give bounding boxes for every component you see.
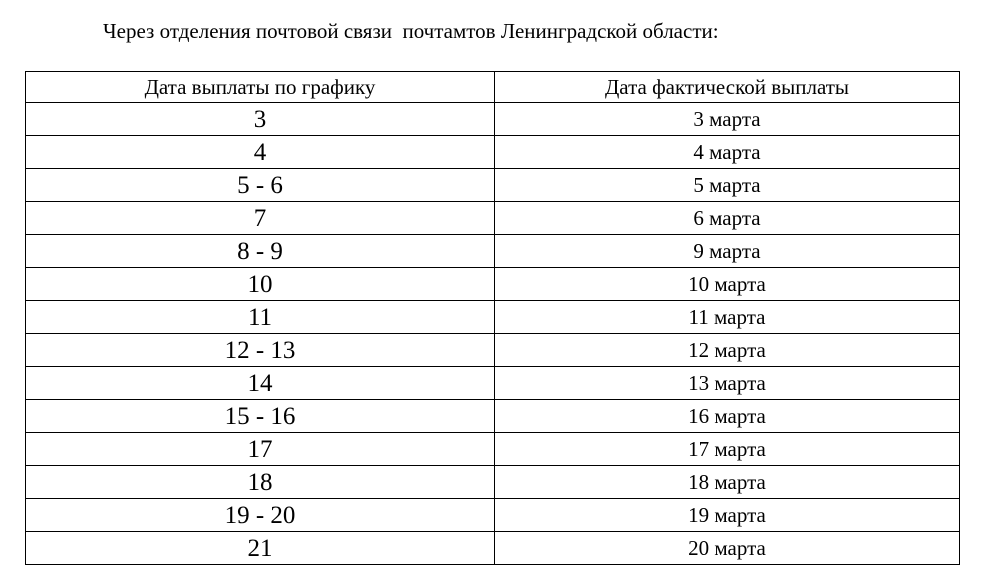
table-row <box>26 268 960 301</box>
scheduled-date-cell: 14 <box>26 367 495 400</box>
actual-date-cell: 16 марта <box>495 400 960 433</box>
table-row <box>26 202 960 235</box>
actual-date-cell: 5 марта <box>495 169 960 202</box>
actual-date-cell: 3 марта <box>495 103 960 136</box>
table-row <box>26 400 960 433</box>
scheduled-date-cell: 11 <box>26 301 495 334</box>
scheduled-date-cell: 12 - 13 <box>26 334 495 367</box>
actual-date-cell: 13 марта <box>495 367 960 400</box>
payment-schedule-table <box>25 71 960 565</box>
scheduled-date-cell: 19 - 20 <box>26 499 495 532</box>
actual-date-cell: 11 марта <box>495 301 960 334</box>
scheduled-date-cell: 5 - 6 <box>26 169 495 202</box>
header-actual-date: Дата фактической выплаты <box>495 72 960 103</box>
scheduled-date-cell: 7 <box>26 202 495 235</box>
scheduled-date-cell: 17 <box>26 433 495 466</box>
actual-date-cell: 6 марта <box>495 202 960 235</box>
actual-date-cell: 12 марта <box>495 334 960 367</box>
scheduled-date-cell: 21 <box>26 532 495 565</box>
actual-date-cell: 17 марта <box>495 433 960 466</box>
document-heading: Через отделения почтовой связи почтамтов Ленинградской области: <box>103 19 719 43</box>
table-row <box>26 103 960 136</box>
table-row <box>26 169 960 202</box>
table-row <box>26 466 960 499</box>
table-row <box>26 367 960 400</box>
table-row <box>26 433 960 466</box>
actual-date-cell: 10 марта <box>495 268 960 301</box>
scheduled-date-cell: 10 <box>26 268 495 301</box>
scheduled-date-cell: 18 <box>26 466 495 499</box>
table-row <box>26 334 960 367</box>
scheduled-date-cell: 3 <box>26 103 495 136</box>
actual-date-cell: 20 марта <box>495 532 960 565</box>
table-header-row <box>26 72 960 103</box>
header-scheduled-date: Дата выплаты по графику <box>26 72 495 103</box>
table-row <box>26 235 960 268</box>
table-row <box>26 499 960 532</box>
actual-date-cell: 4 марта <box>495 136 960 169</box>
scheduled-date-cell: 8 - 9 <box>26 235 495 268</box>
actual-date-cell: 18 марта <box>495 466 960 499</box>
table-row <box>26 136 960 169</box>
actual-date-cell: 19 марта <box>495 499 960 532</box>
table-row <box>26 532 960 565</box>
table-row <box>26 301 960 334</box>
actual-date-cell: 9 марта <box>495 235 960 268</box>
scheduled-date-cell: 4 <box>26 136 495 169</box>
scheduled-date-cell: 15 - 16 <box>26 400 495 433</box>
